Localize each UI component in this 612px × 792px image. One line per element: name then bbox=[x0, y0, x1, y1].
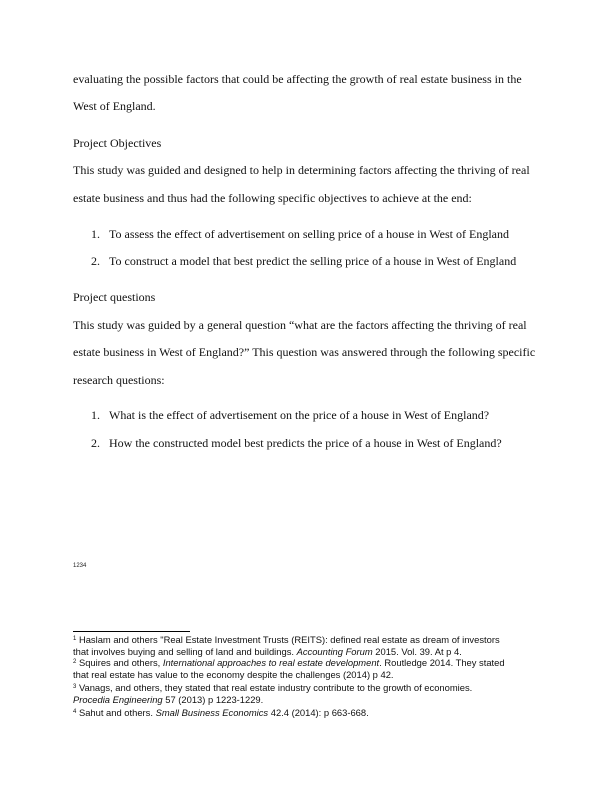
footnote-text: 57 (2013) p 1223-1229. bbox=[162, 693, 264, 705]
questions-heading: Project questions bbox=[73, 290, 156, 304]
footnote-text: 42.4 (2014): p 663-668. bbox=[268, 707, 369, 718]
intro-line-1: evaluating the possible factors that could be affecting the growth of real estate business in the bbox=[73, 72, 522, 86]
footnote-text: Haslam and others "Real Estate Investment Trusts (REITS): defined real estate as dream of investors bbox=[78, 634, 500, 645]
objectives-heading: Project Objectives bbox=[73, 136, 162, 150]
footnote-text: 2015. Vol. 39. At p 4. bbox=[372, 645, 462, 657]
objectives-line-2: estate business and thus had the following specific objectives to achieve at the end: bbox=[73, 191, 472, 205]
footnote-separator bbox=[73, 631, 190, 632]
objective-text: To assess the effect of advertisement on selling price of a house in West of England bbox=[109, 227, 509, 241]
intro-line-2: West of England. bbox=[73, 99, 156, 113]
footnote-text: Sahut and others. bbox=[78, 707, 156, 718]
footnote-4 bbox=[73, 707, 543, 719]
footnote-journal-title: Accounting Forum bbox=[296, 645, 373, 657]
objective-text: To construct a model that best predict the selling price of a house in West of England bbox=[109, 254, 517, 268]
footnote-number: 1 bbox=[73, 636, 77, 642]
footnote-number: 2 bbox=[73, 659, 77, 665]
footnote-number: 3 bbox=[73, 684, 77, 690]
questions-line-3: research questions: bbox=[73, 373, 165, 387]
objective-number: 1. bbox=[91, 227, 100, 241]
objectives-line-1: This study was guided and designed to help in determining factors affecting the thriving of real bbox=[73, 163, 530, 177]
question-text: What is the effect of advertisement on the price of a house in West of England? bbox=[109, 408, 490, 422]
footnote-number: 4 bbox=[73, 709, 77, 715]
footnote-text: . Routledge 2014. They stated bbox=[379, 657, 505, 668]
footnote-3 bbox=[73, 682, 543, 705]
footnote-text: Vanags, and others, they stated that real estate industry contribute to the growth of economies. bbox=[78, 682, 473, 693]
objective-number: 2. bbox=[91, 254, 100, 268]
questions-line-1: This study was guided by a general question “what are the factors affecting the thriving of real bbox=[73, 318, 527, 332]
footnote-book-title: International approaches to real estate development bbox=[162, 657, 380, 668]
footnote-1 bbox=[73, 634, 543, 657]
footnote-journal-title: Procedia Engineering bbox=[73, 693, 163, 705]
footnote-text: Squires and others, bbox=[78, 657, 163, 668]
questions-line-2: estate business in West of England?” This question was answered through the following specific bbox=[73, 345, 536, 359]
footnote-2 bbox=[73, 657, 543, 680]
footnote-reference-marker: 1234 bbox=[73, 563, 87, 569]
question-number: 1. bbox=[91, 408, 100, 422]
question-number: 2. bbox=[91, 436, 100, 450]
footnote-text: that real estate has value to the economy despite the challenges (2014) p 42. bbox=[73, 668, 394, 680]
footnote-text: that involves buying and selling of land and buildings. bbox=[73, 645, 297, 657]
question-text: How the constructed model best predicts the price of a house in West of England? bbox=[109, 436, 502, 450]
footnote-journal-title: Small Business Economics bbox=[155, 707, 269, 718]
